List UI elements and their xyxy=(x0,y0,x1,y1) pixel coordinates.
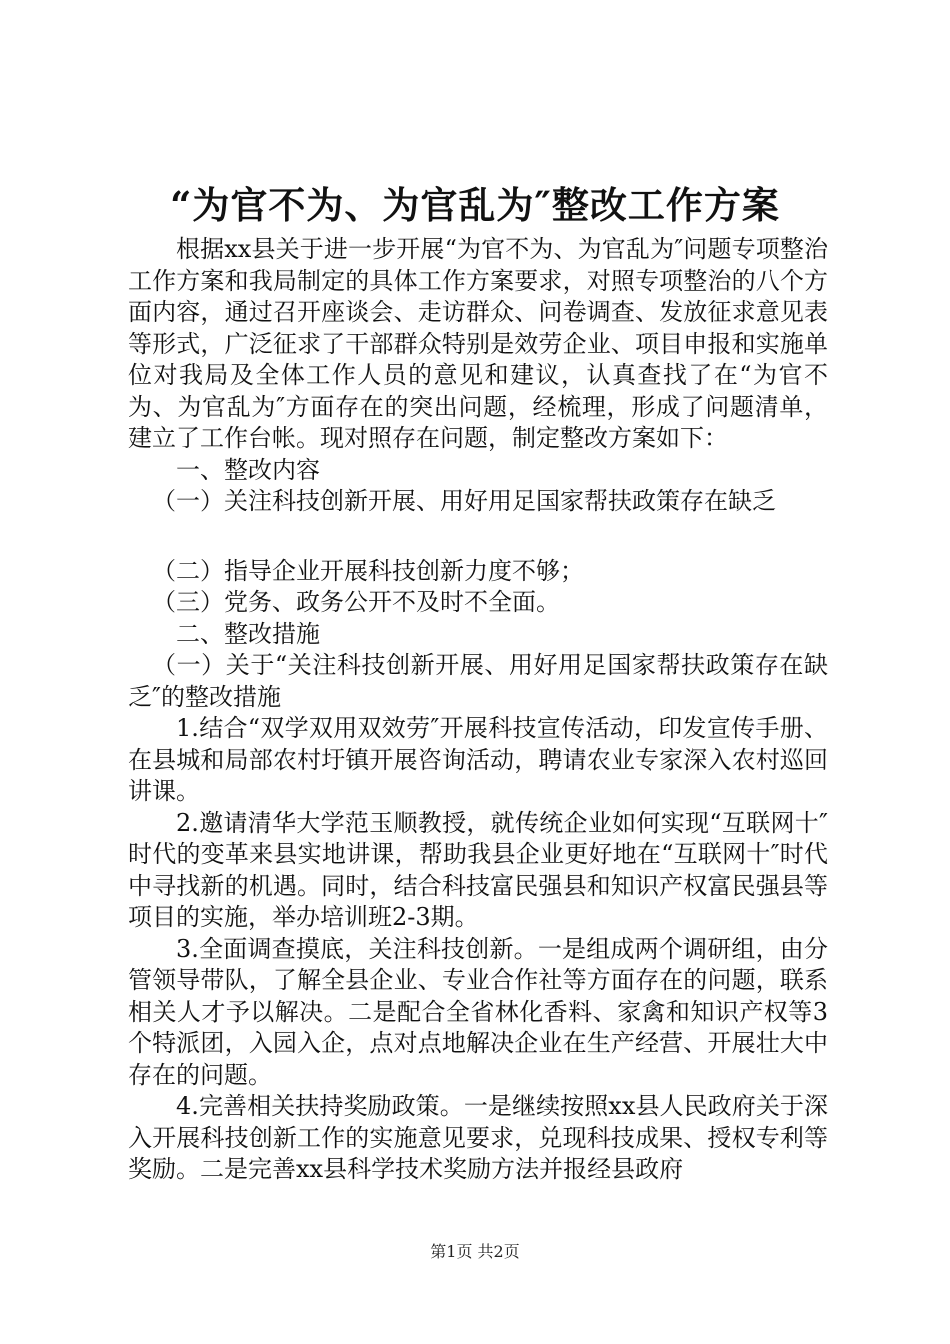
section-heading-content: 一、整改内容 xyxy=(176,455,320,484)
content-item-1: （一）关注科技创新开展、用好用足国家帮扶政策存在缺乏 xyxy=(152,487,776,515)
page-title: “为官不为、为官乱为″整改工作方案 xyxy=(170,183,780,227)
section-heading-measures: 二、整改措施 xyxy=(176,619,320,648)
page-footer: 第1页 共2页 xyxy=(430,1242,520,1261)
measure-paragraph-2: 2.邀请清华大学范玉顺教授，就传统企业如何实现“互联网十″时代的变革来县实地讲课，帮助我县企业更好地在“互联网十″时代中寻找新的机遇。同时，结合科技富民强县和知识产权富民强县等项目的实施，举办培训班2-3期。 xyxy=(128,808,828,931)
measure-paragraph-4: 4.完善相关扶持奖励政策。一是继续按照xx县人民政府关于深入开展科技创新工作的实施意见要求，兑现科技成果、授权专利等奖励。二是完善xx县科学技术奖励方法并报经县政府 xyxy=(128,1092,828,1183)
measure-paragraph-3: 3.全面调查摸底，关注科技创新。一是组成两个调研组，由分管领导带队，了解全县企业、专业合作社等方面存在的问题，联系相关人才予以解决。二是配合全省林化香料、家禽和知识产权等3个特派团，入园入企，点对点地解决企业在生产经营、开展壮大中存在的问题。 xyxy=(128,934,828,1089)
content-item-3: （三）党务、政务公开不及时不全面。 xyxy=(152,588,560,616)
measure-paragraph-1: 1.结合“双学双用双效劳″开展科技宣传活动，印发宣传手册、在县城和局部农村圩镇开展咨询活动，聘请农业专家深入农村巡回讲课。 xyxy=(128,714,828,805)
intro-paragraph: 根据xx县关于进一步开展“为官不为、为官乱为″问题专项整治工作方案和我局制定的具体工作方案要求，对照专项整治的八个方面内容，通过召开座谈会、走访群众、问卷调查、发放征求意见表等形式，广泛征求了干部群众特别是效劳企业、项目申报和实施单位对我局及全体工作人员的意见和建议，认真查找了在“为官不为、为官乱为″方面存在的突出问题，经梳理，形成了问题清单，建立了工作台帐。现对照存在问题，制定整改方案如下： xyxy=(128,235,828,452)
measures-subheading: （一）关于“关注科技创新开展、用好用足国家帮扶政策存在缺乏″的整改措施 xyxy=(128,651,828,711)
document-body xyxy=(128,234,828,1186)
blank-spacer xyxy=(128,518,828,556)
content-item-2: （二）指导企业开展科技创新力度不够； xyxy=(152,556,584,585)
